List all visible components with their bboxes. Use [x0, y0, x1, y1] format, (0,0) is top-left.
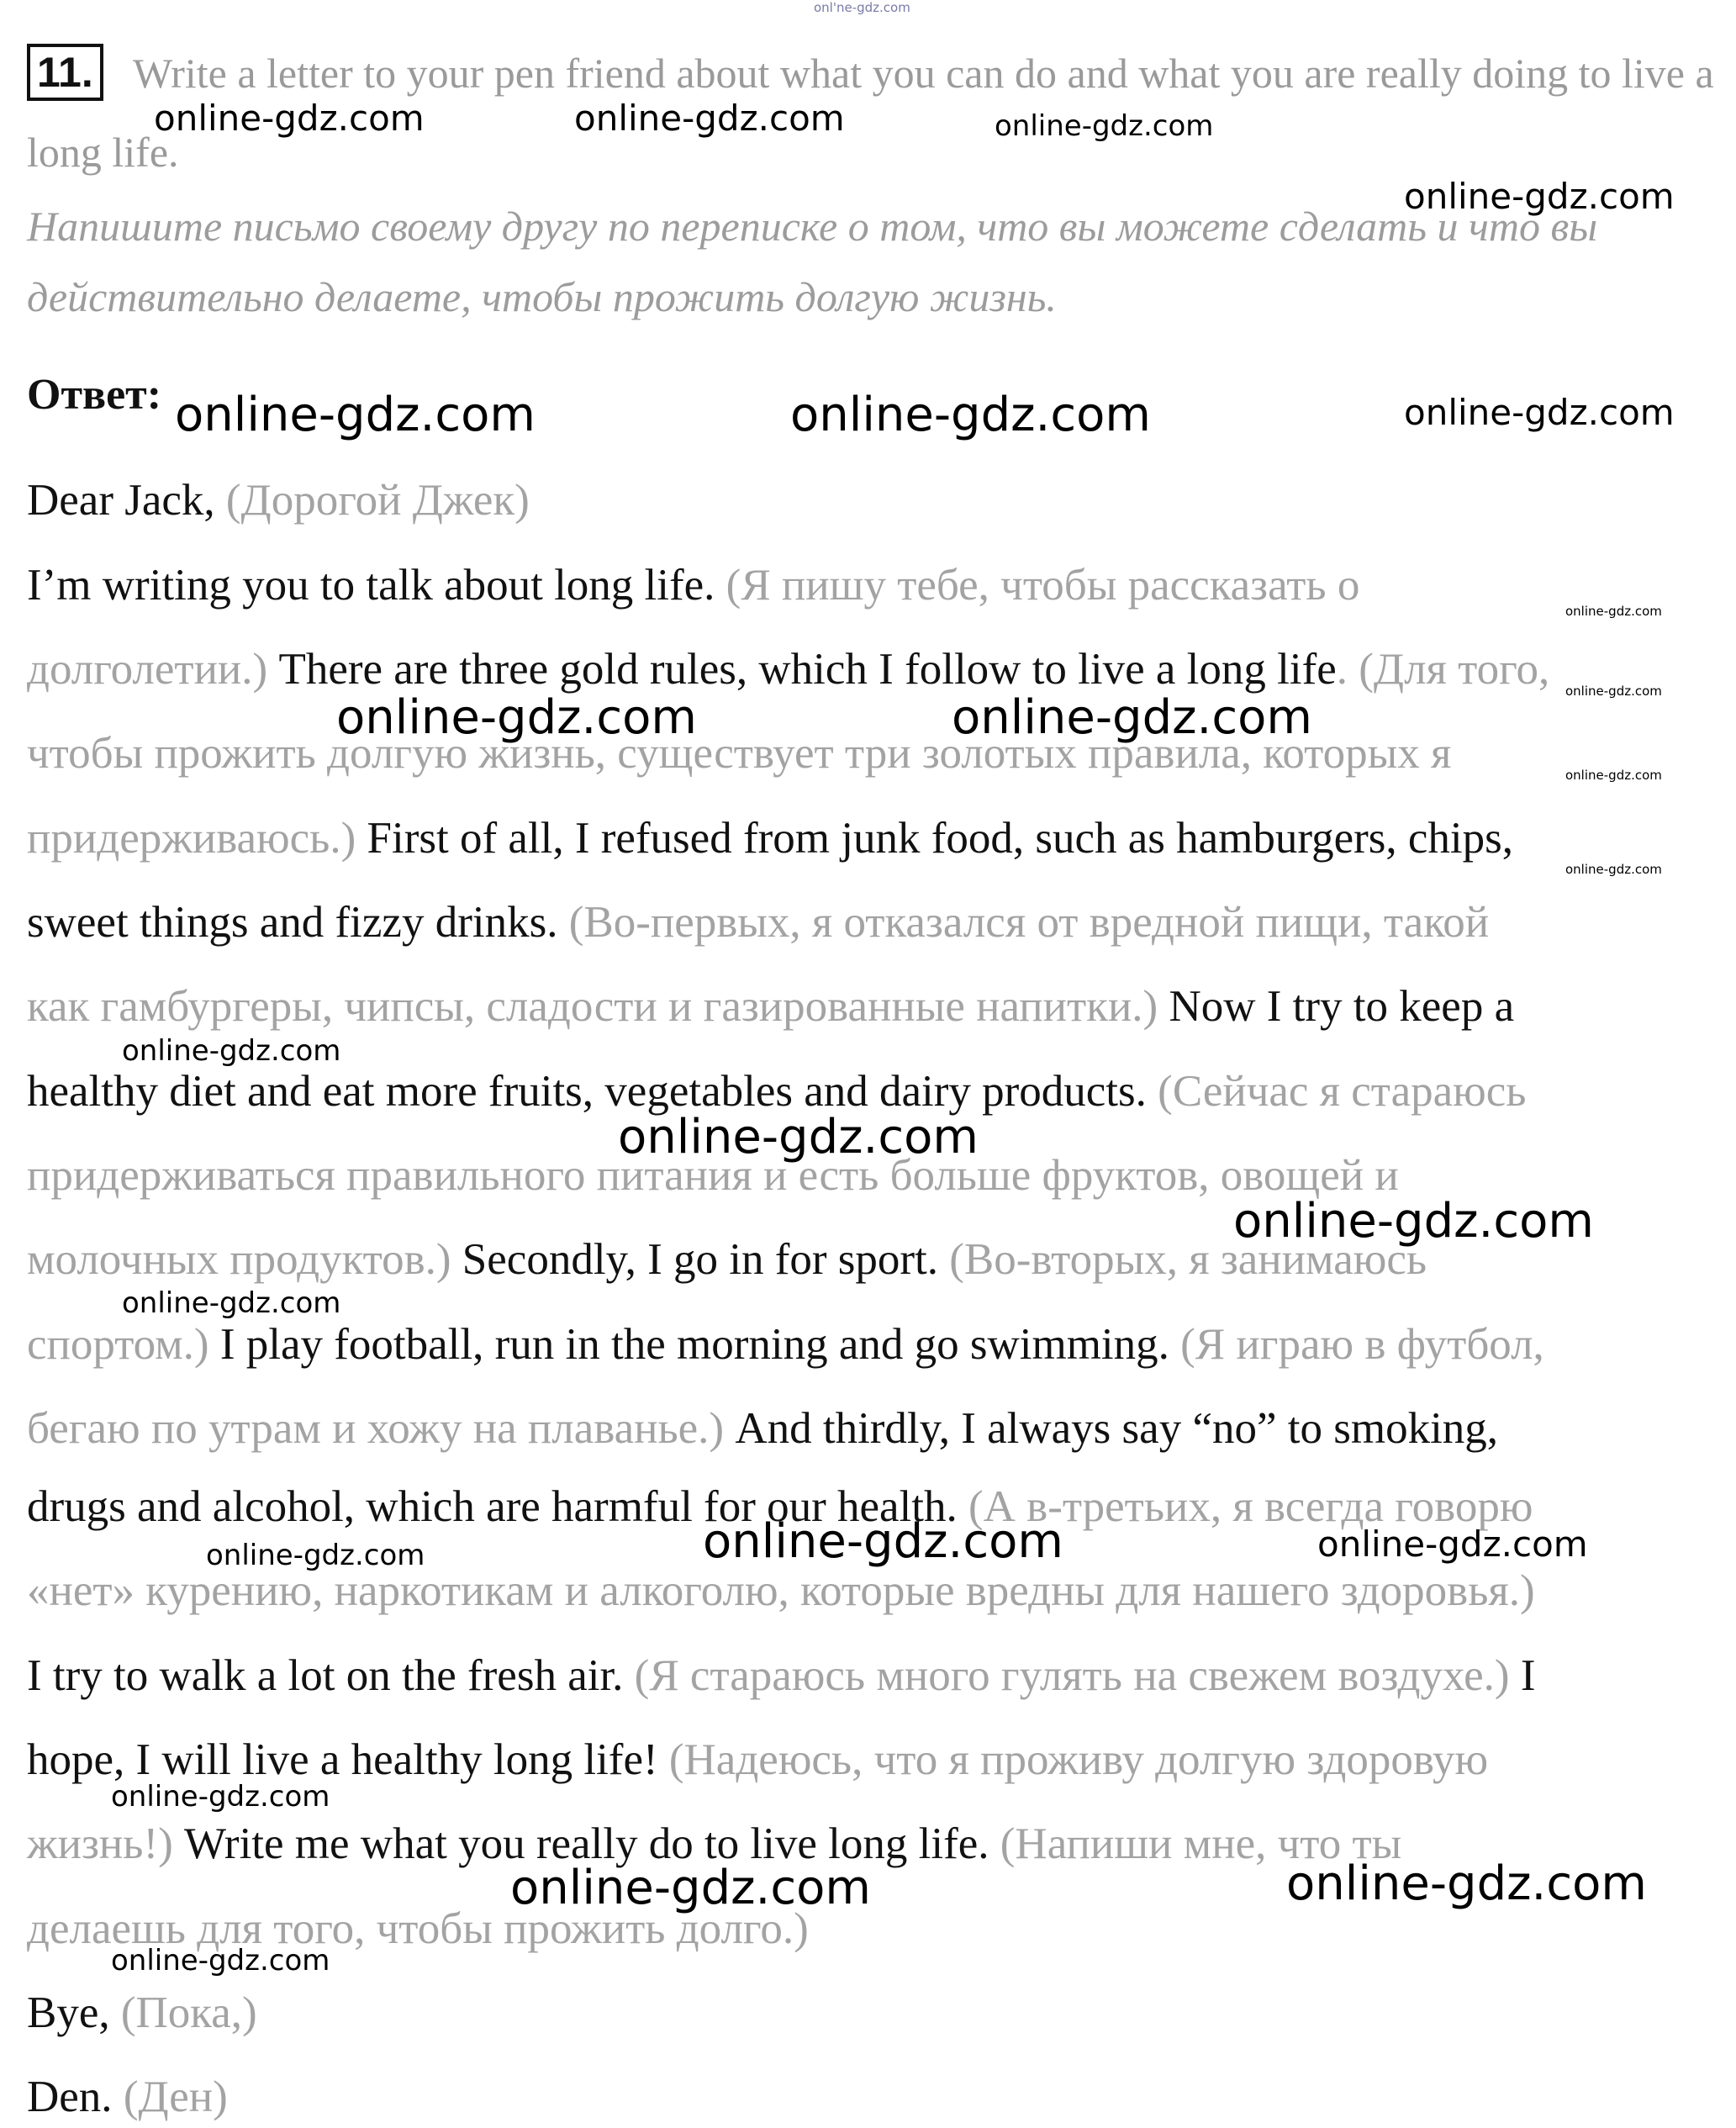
watermark: online-gdz.com [206, 1539, 425, 1572]
letter-line-19 [27, 1986, 1717, 2040]
letter-line-1 [27, 473, 1717, 527]
letter-line-6 [27, 895, 1717, 949]
watermark: online-gdz.com [1233, 1194, 1594, 1249]
watermark: online-gdz.com [122, 1286, 341, 1320]
watermark: online-gdz.com [175, 388, 536, 442]
letter-text: I try to walk a lot on the fresh air. [27, 1651, 635, 1700]
site-mark: onl'ne-gdz.com [814, 0, 910, 15]
letter-text: I’m writing you to talk about long life. [27, 561, 726, 610]
letter-text: Den. [27, 2073, 124, 2121]
letter-translation: делаешь для того, чтобы прожить долго.) [27, 1904, 809, 1953]
letter-line-4 [27, 726, 1717, 783]
watermark: online-gdz.com [1404, 392, 1675, 433]
watermark: online-gdz.com [618, 1110, 979, 1164]
task-translation-line-1: Напишите письмо своему другу по переписке о том, что вы можете сделать и что вы [27, 203, 1598, 250]
watermark: online-gdz.com [995, 109, 1214, 143]
task-translation-line-2: действительно делаете, чтобы прожить долгую жизнь. [27, 273, 1057, 320]
letter-translation: жизнь!) [27, 1819, 185, 1868]
letter-translation: (Я играю в футбол, [1180, 1320, 1544, 1369]
letter-text: Write me what you really do to live long life. [184, 1819, 1000, 1868]
letter-translation: (Сейчас я стараюсь [1158, 1067, 1527, 1116]
letter-text: hope, I will live a healthy long life! [27, 1735, 669, 1784]
letter-text: healthy diet and eat more fruits, vegetables and dairy products. [27, 1067, 1158, 1116]
letter-translation: придерживаюсь.) [27, 814, 367, 863]
letter-translation: . (Для того, [1336, 645, 1550, 694]
letter-line-5 [27, 811, 1717, 865]
letter-text: There are three gold rules, which I follow to live a long life [278, 645, 1337, 694]
letter-translation: спортом.) [27, 1320, 220, 1369]
task-text-line-1: Write a letter to your pen friend about what you can do and what you are really doing to live a [133, 50, 1714, 97]
letter-line-11 [27, 1317, 1717, 1371]
watermark: online-gdz.com [1286, 1856, 1647, 1911]
watermark: online-gdz.com [1565, 862, 1662, 877]
letter-line-12 [27, 1402, 1717, 1455]
watermark: online-gdz.com [703, 1514, 1063, 1569]
watermark: online-gdz.com [1565, 684, 1662, 699]
watermark: online-gdz.com [111, 1944, 330, 1978]
watermark: online-gdz.com [574, 98, 845, 139]
letter-translation: (Напиши мне, что ты [1000, 1819, 1402, 1868]
letter-text: Bye, [27, 1988, 121, 2037]
letter-line-15 [27, 1649, 1717, 1703]
letter-translation: долголетии.) [27, 645, 279, 694]
letter-text: And thirdly, I always say “no” to smoking, [735, 1404, 1499, 1453]
letter-translation: (Дорогой Джек) [225, 476, 530, 525]
letter-translation: (Ден) [123, 2073, 228, 2121]
letter-line-2 [27, 558, 1717, 612]
letter-translation: как гамбургеры, чипсы, сладости и газированные напитки.) [27, 982, 1169, 1031]
letter-translation: (Во-первых, я отказался от вредной пищи, такой [568, 898, 1490, 947]
letter-text: I play football, run in the morning and go swimming. [219, 1320, 1181, 1369]
letter-translation: молочных продуктов.) [27, 1235, 462, 1284]
task-number: 11. [27, 44, 103, 101]
letter-translation: бегаю по утрам и хожу на плаванье.) [27, 1404, 736, 1453]
letter-line-16 [27, 1733, 1717, 1787]
watermark: online-gdz.com [1565, 604, 1662, 619]
letter-text: Dear Jack, [27, 476, 226, 525]
letter-text: First of all, I refused from junk food, such as hamburgers, chips, [367, 814, 1514, 863]
watermark: online-gdz.com [122, 1034, 341, 1068]
letter-translation: (Надеюсь, что я проживу долгую здоровую [668, 1735, 1489, 1784]
watermark: online-gdz.com [1404, 176, 1675, 217]
letter-translation: (Во-вторых, я занимаюсь [949, 1235, 1427, 1284]
letter-translation: (Пока,) [120, 1988, 257, 2037]
watermark: online-gdz.com [111, 1780, 330, 1814]
letter-translation: чтобы прожить долгую жизнь, существует три золотых правила, которых я [27, 729, 1452, 778]
watermark: online-gdz.com [154, 98, 425, 139]
letter-translation: (Я стараюсь много гулять на свежем воздухе.) [634, 1651, 1521, 1700]
letter-translation: (А в-третьих, я всегда говорю [968, 1482, 1533, 1531]
letter-text: drugs and alcohol, which are harmful for our health. [27, 1482, 968, 1531]
watermark: online-gdz.com [1565, 768, 1662, 783]
watermark: online-gdz.com [336, 690, 697, 745]
watermark: online-gdz.com [952, 690, 1312, 745]
watermark: online-gdz.com [1317, 1523, 1588, 1565]
letter-text: sweet things and fizzy drinks. [27, 898, 569, 947]
letter-translation: (Я пишу тебе, чтобы рассказать о [726, 561, 1360, 610]
watermark: online-gdz.com [510, 1861, 871, 1915]
letter-translation: «нет» курению, наркотикам и алкоголю, которые вредны для нашего здоровья.) [27, 1566, 1535, 1615]
letter-line-3 [27, 642, 1717, 699]
letter-text: Now I try to keep a [1169, 982, 1515, 1031]
watermark: online-gdz.com [790, 388, 1151, 442]
letter-line-20 [27, 2070, 1717, 2124]
letter-text: I [1520, 1651, 1536, 1700]
letter-translation: придерживаться правильного питания и есть больше фруктов, овощей и [27, 1151, 1399, 1200]
task-text-line-2: long life. [27, 129, 179, 176]
letter-text: Secondly, I go in for sport. [462, 1235, 950, 1284]
answer-label: Ответ: [27, 371, 162, 419]
letter-line-7 [27, 980, 1717, 1033]
